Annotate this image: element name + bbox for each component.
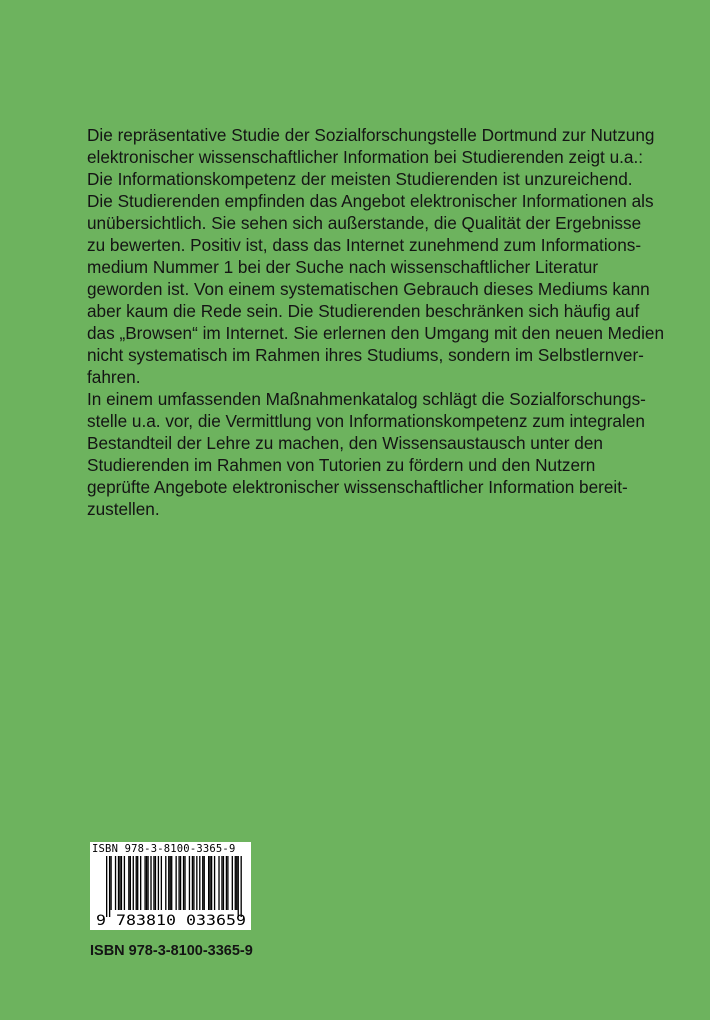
barcode-bar (130, 856, 131, 910)
barcode-bar (119, 856, 120, 910)
barcode-bar (147, 856, 148, 910)
barcode-bar (146, 856, 147, 910)
barcode-bar (192, 856, 193, 910)
barcode-bar (137, 856, 138, 910)
barcode-bar (180, 856, 181, 910)
blurb-line: medium Nummer 1 bei der Suche nach wissenschaftlicher Literatur (87, 257, 599, 277)
barcode-bar (150, 856, 151, 910)
blurb-line: aber kaum die Rede sein. Die Studierenden beschränken sich häufig auf (87, 301, 640, 321)
barcode-bar (208, 856, 209, 910)
back-cover-blurb (87, 124, 665, 520)
blurb-line: geworden ist. Von einem systematischen Gebrauch dieses Mediums kann (87, 279, 650, 299)
barcode-bar (165, 856, 166, 910)
barcode-bar (118, 856, 119, 910)
barcode-bar (168, 856, 169, 910)
barcode-isbn-text: ISBN 978-3-8100-3365-9 (92, 843, 236, 855)
barcode-bar (106, 856, 107, 917)
barcode-bar (109, 856, 110, 917)
barcode-bar (209, 856, 210, 910)
barcode-bar (211, 856, 212, 910)
barcode-bar (214, 856, 215, 910)
barcode-bars (90, 842, 251, 930)
blurb-line: Studierenden im Rahmen von Tutorien zu fördern und den Nutzern (87, 455, 596, 475)
blurb-line: fahren. (87, 367, 141, 387)
barcode-bar (121, 856, 122, 910)
barcode-bar (161, 856, 162, 910)
barcode-bar (175, 856, 176, 910)
barcode-bar (241, 856, 242, 917)
barcode-bar (202, 856, 203, 910)
barcode-bar (238, 856, 239, 917)
barcode-bar (128, 856, 129, 910)
barcode-bar (204, 856, 205, 910)
blurb-line: zu bewerten. Positiv ist, dass das Internet zunehmend zum Informations- (87, 235, 642, 255)
blurb-line: Die repräsentative Studie der Sozialforschungstelle Dortmund zur Nutzung (87, 125, 655, 145)
barcode-bar (178, 856, 179, 910)
barcode-bar (133, 856, 134, 910)
barcode-bar (193, 856, 194, 910)
blurb-line: nicht systematisch im Rahmen ihres Studiums, sondern im Selbstlernver- (87, 345, 644, 365)
blurb-line: zustellen. (87, 499, 160, 519)
barcode-bar (235, 856, 236, 910)
blurb-line: das „Browsen“ im Internet. Sie erlernen den Umgang mit den neuen Medien (87, 323, 665, 343)
barcode-digits: 9 783810 033659 (96, 913, 246, 929)
blurb-line: Die Informationskompetenz der meisten Studierenden ist unzureichend. (87, 169, 633, 189)
barcode-bar (155, 856, 156, 910)
barcode-bar (227, 856, 228, 910)
barcode-bar (124, 856, 125, 910)
blurb-line: Die Studierenden empfinden das Angebot elektronischer Informationen als (87, 191, 654, 211)
barcode-bar (171, 856, 172, 910)
barcode-bar (221, 856, 222, 910)
barcode-bar (144, 856, 145, 910)
barcode-bar (136, 856, 137, 910)
blurb-line: stelle u.a. vor, die Vermittlung von Informationskompetenz zum integralen (87, 411, 645, 431)
barcode-bar (153, 856, 154, 910)
barcode-bar (140, 856, 141, 910)
barcode-bar (184, 856, 185, 910)
blurb-line: elektronischer wissenschaftlicher Information bei Studierenden zeigt u.a.: (87, 147, 644, 167)
barcode-bar (223, 856, 224, 910)
blurb-line: In einem umfassenden Maßnahmenkatalog schlägt die Sozialforschungs- (87, 389, 646, 409)
barcode-bar (199, 856, 200, 910)
blurb-line: Bestandteil der Lehre zu machen, den Wissensaustausch unter den (87, 433, 603, 453)
barcode-bar (218, 856, 219, 910)
barcode-bar (236, 856, 237, 910)
barcode-bar (196, 856, 197, 910)
barcode-bar (183, 856, 184, 910)
isbn-barcode (90, 842, 251, 930)
isbn-number: ISBN 978-3-8100-3365-9 (90, 943, 253, 959)
barcode-bar (226, 856, 227, 910)
barcode-bar (170, 856, 171, 910)
barcode-bar (110, 856, 111, 910)
blurb-line: geprüfte Angebote elektronischer wissenschaftlicher Information bereit- (87, 477, 628, 497)
barcode-bar (115, 856, 116, 910)
barcode-bar (158, 856, 159, 910)
barcode-bar (232, 856, 233, 910)
blurb-line: unübersichtlich. Sie sehen sich außerstande, die Qualität der Ergebnisse (87, 213, 642, 233)
barcode-bar (189, 856, 190, 910)
